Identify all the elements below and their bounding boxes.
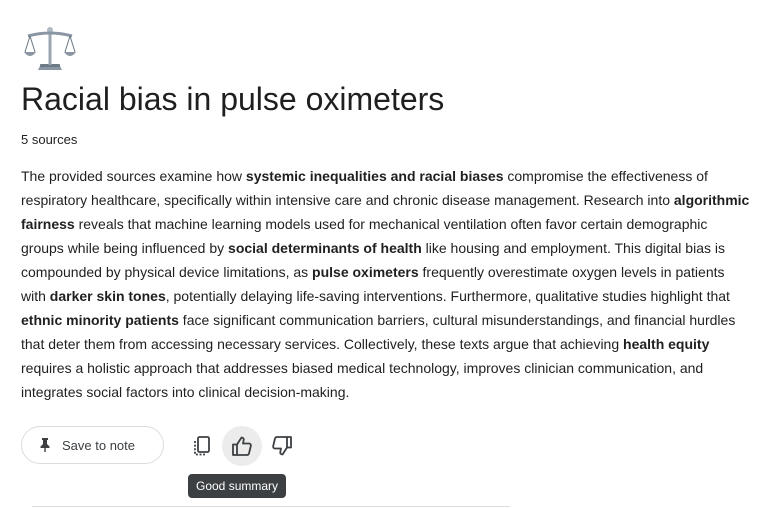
good-summary-tooltip: Good summary: [188, 474, 286, 498]
copy-button[interactable]: [182, 426, 222, 466]
notebook-summary: [21, 164, 751, 404]
summary-highlight: ethnic minority patients: [21, 312, 179, 328]
summary-highlight: pulse oximeters: [312, 264, 419, 280]
copy-icon: [192, 435, 212, 457]
summary-highlight: algorithmic fairness: [21, 192, 750, 232]
summary-segment: , potentially delaying life-saving interventions. Furthermore, qualitative studies highlight that: [165, 288, 730, 304]
balance-scale-icon: [24, 24, 76, 74]
summary-highlight: darker skin tones: [49, 288, 166, 304]
summary-segment: The provided sources examine how: [21, 168, 246, 184]
thumbs-up-button[interactable]: [222, 426, 262, 466]
summary-segment: requires a holistic approach that addresses biased medical technology, improves clinician communication, and integrates social factors into clinical decision-making.: [21, 360, 704, 400]
thumbs-down-button[interactable]: [262, 426, 302, 466]
summary-highlight: health equity: [623, 336, 710, 352]
save-to-note-button[interactable]: [21, 426, 164, 464]
summary-segment: like housing and employment. This digital bias is compounded by physical device limitations, as: [21, 240, 725, 280]
summary-segment: reveals that machine learning models used for mechanical ventilation often favor certain demographic groups while being influenced by: [21, 216, 708, 256]
pin-icon: [38, 437, 52, 453]
summary-segment: face significant communication barriers, cultural misunderstandings, and financial hurdles that deter them from accessing necessary services. Collectively, these texts argue that achieving: [21, 312, 736, 352]
thumbs-up-icon: [231, 435, 253, 457]
thumbs-down-icon: [271, 435, 293, 457]
page-title: Racial bias in pulse oximeters: [21, 81, 445, 117]
summary-segment: compromise the effectiveness of respiratory healthcare, specifically within intensive care and chronic disease management. Research into: [21, 168, 708, 208]
summary-highlight: social determinants of health: [228, 240, 422, 256]
summary-segment: frequently overestimate oxygen levels in patients with: [21, 264, 725, 304]
save-to-note-label: Save to note: [62, 437, 135, 453]
sources-count: 5 sources: [21, 132, 78, 147]
summary-highlight: systemic inequalities and racial biases: [245, 168, 504, 184]
divider: [32, 506, 510, 507]
